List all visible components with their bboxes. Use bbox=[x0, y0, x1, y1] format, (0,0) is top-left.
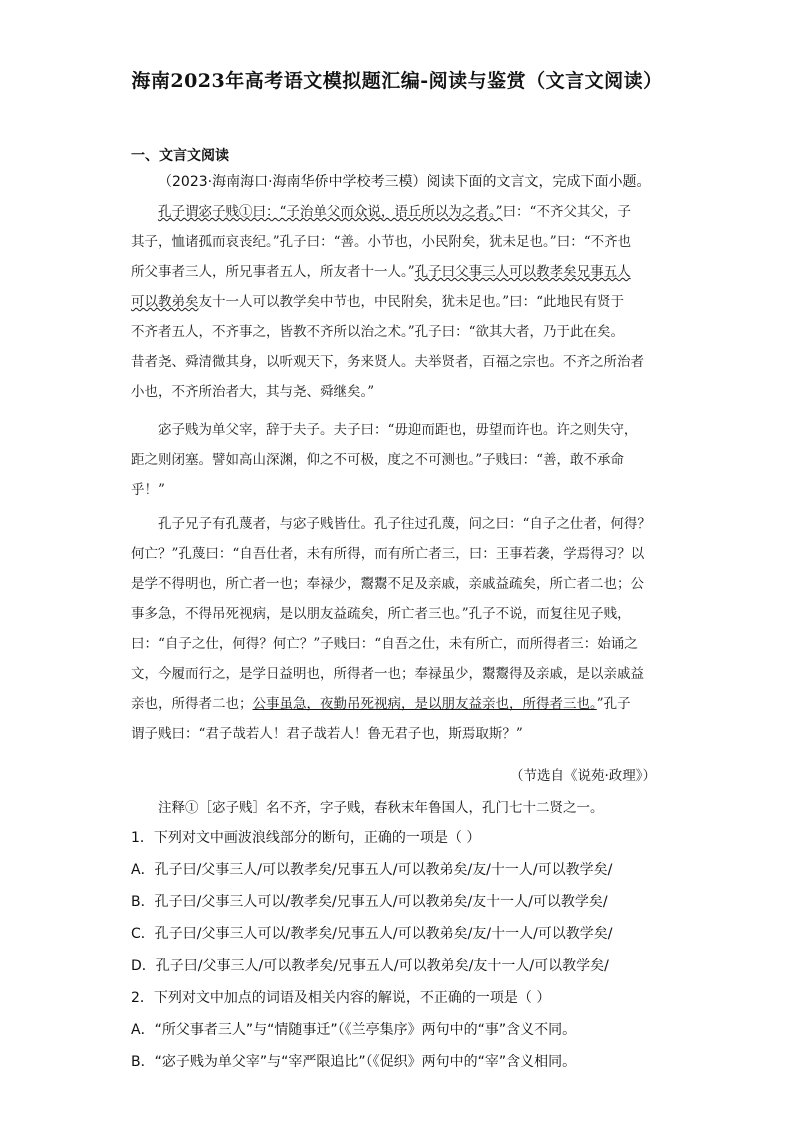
question-1-option-c: C．孔子曰/父事三人可以/教孝矣/兄事五人/可以教弟矣/友/十一人/可以教学矣/ bbox=[131, 926, 613, 942]
passage-line: 小也，不齐所治者大，其与尧、舜继矣。” bbox=[131, 384, 375, 400]
question-2-stem: 2．下列对文中加点的词语及相关内容的解说，不正确的一项是（ ） bbox=[131, 990, 551, 1006]
question-2-option-b: B．“宓子贱为单父宰”与“宰严限追比”（《促织》两句中的“宰”含义相同。 bbox=[131, 1054, 577, 1070]
passage-text: 所父事者三人，所兄事者五人，所友者十一人。” bbox=[131, 264, 415, 280]
source-citation: （节选自《说苑·政理》） bbox=[509, 768, 656, 784]
passage-paragraph-3 bbox=[131, 509, 667, 749]
passage-text: 友十一人可以教学矣中节也，中民附矣，犹未足也。”曰：“此地民有贤于 bbox=[198, 294, 625, 310]
passage-line: 文，今履而行之，是学日益明也，所得者一也；奉禄虽少，鬻鬻得及亲戚，是以亲戚益 bbox=[131, 666, 644, 682]
passage-line: 谓子贱曰：“君子哉若人！君子哉若人！鲁无君子也，斯焉取斯？” bbox=[131, 726, 523, 742]
passage-line: 宓子贱为单父宰，辞于夫子。夫子曰：“毋迎而距也，毋望而许也。许之则失守， bbox=[158, 422, 638, 438]
wavy-underlined-text: 孔子谓宓子贱①曰：“子治单父而众说，语丘所以为之者。” bbox=[158, 204, 503, 220]
footnote: 注释①［宓子贱］名不齐，字子贱，春秋末年鲁国人，孔门七十二贤之一。 bbox=[158, 800, 604, 816]
passage-line: 昔者尧、舜清微其身，以听观天下，务来贤人。夫举贤者，百福之宗也。不齐之所治者 bbox=[131, 354, 644, 370]
passage-line: 事多急，不得吊死视病，是以朋友益疏矣，所亡者三也。”孔子不说，而复往见子贱， bbox=[131, 606, 631, 622]
passage-line bbox=[131, 287, 667, 317]
passage-text: 亲也，所得者二也； bbox=[131, 696, 253, 712]
passage-line: 其子，恤诸孤而哀丧纪。”孔子曰：“善。小节也，小民附矣，犹未足也。”曰：“不齐也 bbox=[131, 234, 632, 250]
passage-line: 不齐者五人，不齐事之，皆教不齐所以治之术。”孔子曰：“欲其大者，乃于此在矣。 bbox=[131, 324, 625, 340]
passage-line: 乎！” bbox=[131, 482, 165, 498]
question-1-stem: 1．下列对文中画波浪线部分的断句，正确的一项是（ ） bbox=[131, 830, 481, 846]
passage-line: 是学不得明也，所亡者一也；奉禄少，鬻鬻不足及亲戚，亲戚益疏矣，所亡者二也；公 bbox=[131, 576, 644, 592]
section-heading: 一、文言文阅读 bbox=[131, 148, 229, 164]
passage-line bbox=[131, 257, 667, 287]
question-1-option-d: D．孔子曰/父事三人/可以教孝矣/兄事五人/可以教弟矣/友十一人/可以教学矣/ bbox=[131, 958, 609, 974]
passage-line bbox=[131, 689, 667, 719]
passage-line: 曰：“自子之仕，何得？何亡？”子贱曰：“自吾之仕，未有所亡，而所得者三：始诵之 bbox=[131, 636, 638, 652]
passage-text: ”孔子 bbox=[596, 696, 631, 712]
document-title: 海南2023年高考语文模拟题汇编-阅读与鉴赏（文言文阅读） bbox=[131, 70, 663, 92]
intro-text: （2023·海南海口·海南华侨中学校考三模）阅读下面的文言文，完成下面小题。 bbox=[158, 174, 651, 190]
passage-line: 距之则闭塞。譬如高山深渊，仰之不可极，度之不可测也。”子贱曰：“善，敢不承命 bbox=[131, 452, 625, 468]
wavy-underlined-text: 可以教弟矣 bbox=[131, 294, 199, 310]
passage-text: 曰：“不齐父其父，子 bbox=[502, 204, 631, 220]
passage-paragraph-2 bbox=[131, 415, 667, 505]
question-1-option-a: A．孔子曰/父事三人/可以教孝矣/兄事五人/可以教弟矣/友/十一人/可以教学矣/ bbox=[131, 862, 613, 878]
passage-line: 孔子兄子有孔蔑者，与宓子贱皆仕。孔子往过孔蔑，问之曰：“自子之仕者，何得？ bbox=[158, 516, 651, 532]
passage-line bbox=[131, 197, 667, 227]
passage-line: 何亡？”孔蔑曰：“自吾仕者，未有所得，而有所亡者三，曰：王事若袭，学焉得习？以 bbox=[131, 546, 645, 562]
wavy-underlined-text: 孔子曰父事三人可以教孝矣兄事五人 bbox=[414, 264, 631, 280]
question-1-option-b: B．孔子曰/父事三人可以/教孝矣/兄事五人/可以教弟矣/友十一人/可以教学矣/ bbox=[131, 894, 608, 910]
question-2-option-a: A．“所父事者三人”与“情随事迁”（《兰亭集序》两句中的“事”含义不同。 bbox=[131, 1022, 577, 1038]
passage-paragraph-1 bbox=[131, 197, 667, 407]
underlined-text: 公事虽急，夜勤吊死视病，是以朋友益亲也，所得者三也。 bbox=[252, 696, 597, 712]
